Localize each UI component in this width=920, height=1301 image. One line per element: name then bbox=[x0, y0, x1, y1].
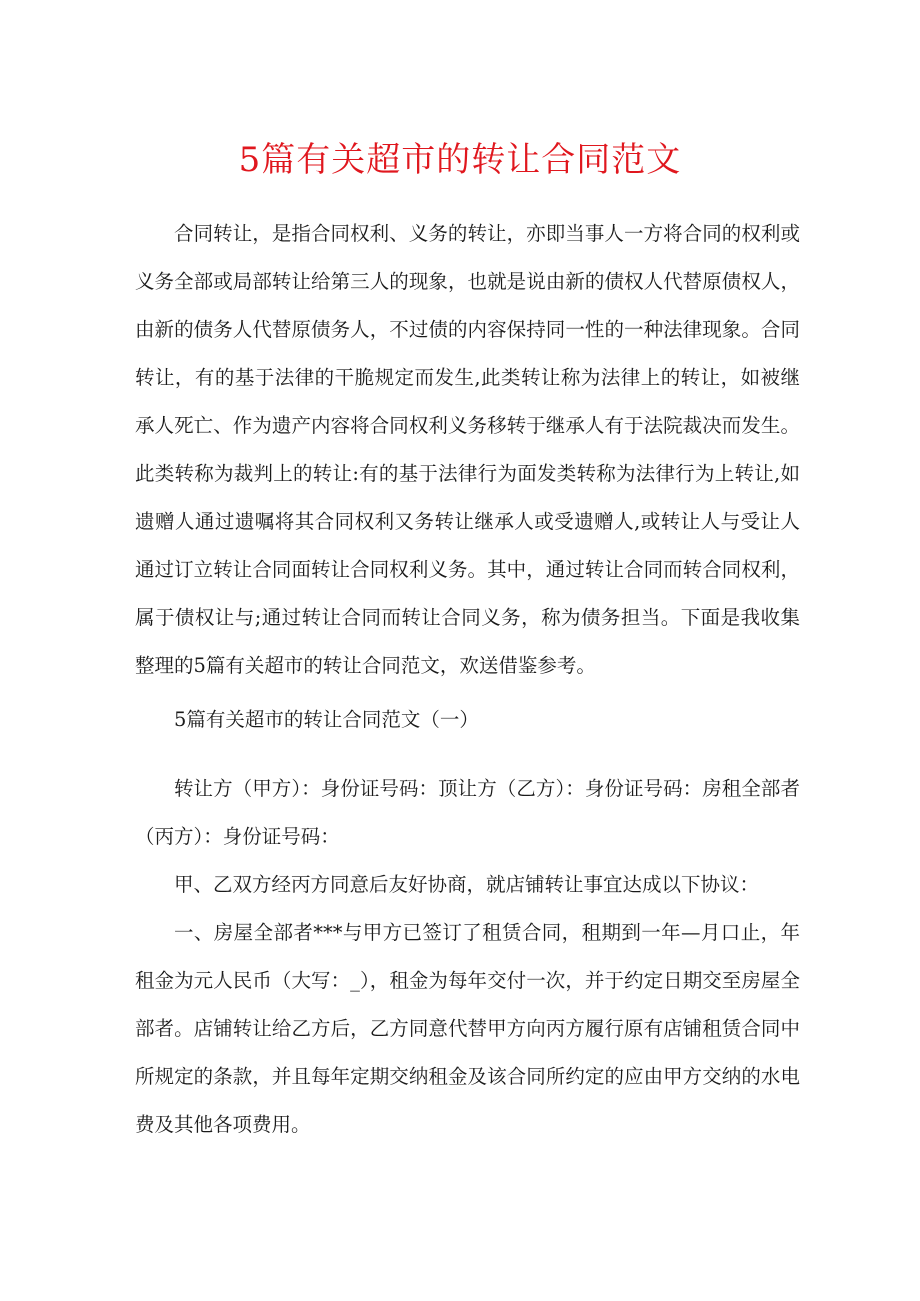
parties-paragraph: 转让方（甲方）：身份证号码：顶让方（乙方）：身份证号码：房租全部者（丙方）：身份证号码： bbox=[135, 777, 800, 848]
intro-paragraph: 合同转让，是指合同权利、义务的转让，亦即当事人一方将合同的权利或义务全部或局部转让给第三人的现象，也就是说由新的债权人代替原债权人，由新的债务人代替原债务人，不过债的内容保持同一性的一种法律现象。合同转让，有的基于法律的干脆规定而发生,此类转让称为法律上的转让，如被继承人死亡、作为遗产内容将合同权利义务移转于继承人有于法院裁决而发生。此类转称为裁判上的转让:有的基于法律行为面发类转称为法律行为上转让,如遗赠人通过遗嘱将其合同权利又务转让继承人或受遗赠人,或转让人与受让人通过订立转让合同面转让合同权利义务。其中，通过转让合同而转合同权利，属于债权让与;通过转让合同而转让合同义务，称为债务担当。下面是我收集整理的5篇有关超市的转让合同范文，欢送借鉴参考。 bbox=[135, 222, 800, 677]
agreement-paragraph: 甲、乙双方经丙方同意后友好协商，就店铺转让事宜达成以下协议： bbox=[174, 873, 760, 896]
document-title: 5篇有关超市的转让合同范文 bbox=[238, 140, 682, 180]
section-title: 5篇有关超市的转让合同范文（一） bbox=[174, 708, 479, 731]
clause-1-paragraph: 一、房屋全部者***与甲方已签订了租赁合同，租期到一年—月口止，年租金为元人民币（大写：_），租金为每年交付一次，并于约定日期交至房屋全部者。店铺转让给乙方后，乙方同意代替甲方向丙方履行原有店铺租赁合同中所规定的条款，并且每年定期交纳租金及该合同所约定的应由甲方交纳的水电费及其他各项费用。 bbox=[135, 921, 800, 1136]
